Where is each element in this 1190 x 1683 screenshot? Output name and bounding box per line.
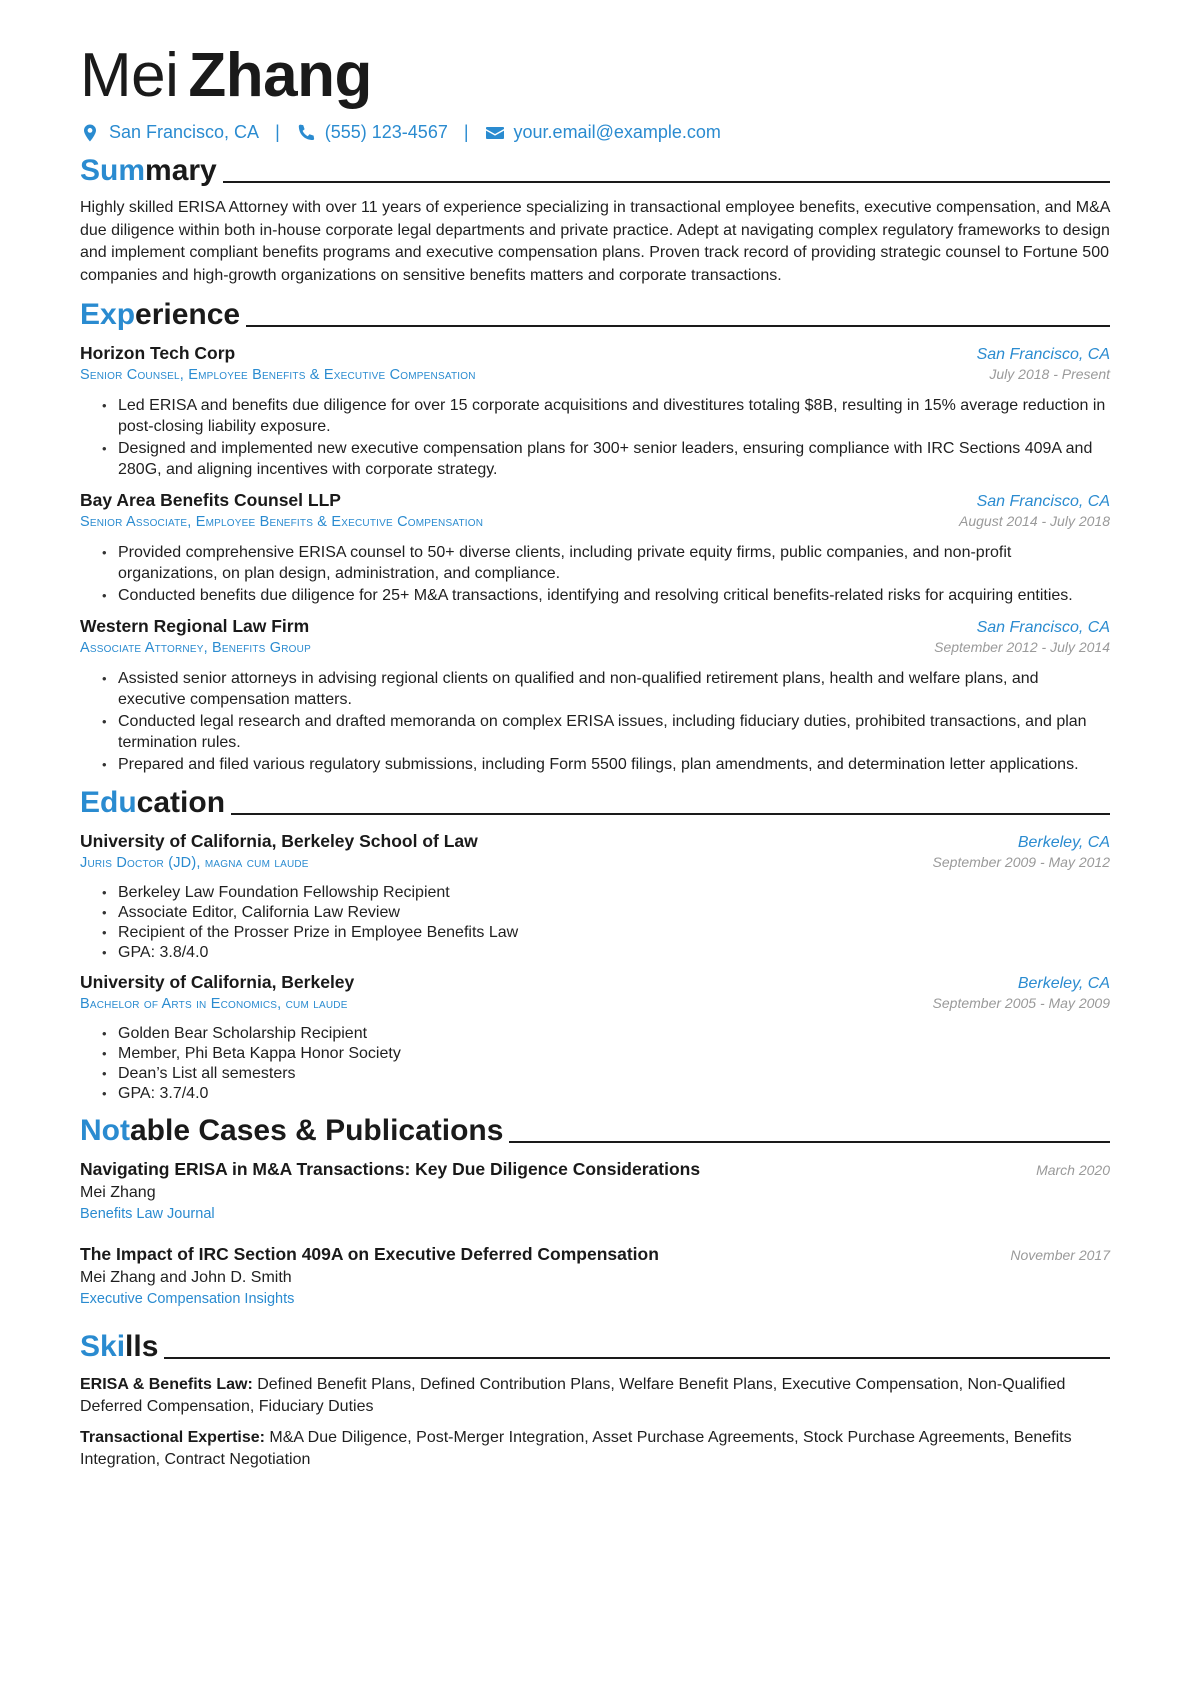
email-link[interactable]: your.email@example.com <box>513 122 721 142</box>
section-publications-title <box>80 1113 1110 1149</box>
bullet-item: • Golden Bear Scholarship Recipient <box>102 1024 1110 1043</box>
section-heading: Notable Cases & Publications <box>80 1114 504 1147</box>
entry-location: San Francisco, CA <box>976 346 1110 363</box>
entry-location: San Francisco, CA <box>976 493 1110 510</box>
last-name: Zhang <box>188 41 372 110</box>
map-marker-icon <box>80 123 100 143</box>
section-heading: Skills <box>80 1330 159 1363</box>
bullet-item: • Designed and implemented new executive compensation plans for 300+ senior leaders, ensuring compliance with IRC Sections 409A and 280G, and aligning incentives with corporate strategy. <box>102 438 1110 480</box>
contact-separator: | <box>275 122 280 142</box>
job-title: Senior Associate, Employee Benefits & Executive Compensation <box>80 514 484 530</box>
summary-text: Highly skilled ERISA Attorney with over 11 years of experience specializing in transactional employee benefits, executive compensation, and M&A due diligence within both in-house corporate legal departments and private practice. Adept at navigating complex regulatory frameworks to design and implement compliant benefits programs and executive compensation plans. Proven track record of providing strategic counsel to Fortune 500 companies and high-growth organizations on sensitive benefits matters and corporate transactions. <box>80 199 1110 284</box>
degree: Bachelor of Arts in Economics, cum laude <box>80 996 348 1012</box>
experience-entry <box>80 616 1110 775</box>
job-title: Senior Counsel, Employee Benefits & Executive Compensation <box>80 367 476 383</box>
experience-entry <box>80 343 1110 480</box>
contact-separator: | <box>463 122 469 142</box>
candidate-name <box>80 38 1110 114</box>
entry-location: San Francisco, CA <box>976 619 1110 636</box>
section-rule <box>164 1357 1110 1359</box>
bullet-item: • GPA: 3.7/4.0 <box>102 1084 1110 1103</box>
section-education-title <box>80 785 1110 821</box>
section-skills-title <box>80 1329 1110 1365</box>
bullet-item: • Assisted senior attorneys in advising regional clients on qualified and non-qualified retirement plans, health and welfare plans, and executive compensation matters. <box>102 668 1110 710</box>
bullet-list <box>80 668 1110 775</box>
education-entry <box>80 972 1110 1103</box>
section-rule <box>509 1141 1110 1143</box>
company-name: Bay Area Benefits Counsel LLP <box>80 490 341 510</box>
publication-date: March 2020 <box>1036 1162 1110 1178</box>
entry-location: Berkeley, CA <box>1017 975 1110 992</box>
skill-group <box>80 1374 1110 1418</box>
entry-dates: September 2005 - May 2009 <box>932 995 1110 1011</box>
bullet-list <box>80 1024 1110 1103</box>
bullet-item: • GPA: 3.8/4.0 <box>102 943 1110 962</box>
degree: Juris Doctor (JD), magna cum laude <box>80 855 309 871</box>
contact-bar <box>80 122 1110 143</box>
publication-entry <box>80 1159 1110 1222</box>
contact-email[interactable] <box>485 122 721 143</box>
envelope-icon <box>485 123 505 143</box>
bullet-item: • Associate Editor, California Law Review <box>102 903 1110 922</box>
section-rule <box>223 181 1110 183</box>
bullet-item: • Member, Phi Beta Kappa Honor Society <box>102 1044 1110 1063</box>
publication-title: The Impact of IRC Section 409A on Executive Deferred Compensation <box>80 1244 659 1264</box>
section-experience-title <box>80 297 1110 333</box>
skill-values: Defined Benefit Plans, Defined Contribution Plans, Welfare Benefit Plans, Executive Compensation, Non-Qualified Deferred Compensation, Fiduciary Duties <box>80 1376 1066 1415</box>
bullet-item: • Led ERISA and benefits due diligence for over 15 corporate acquisitions and divestitures totaling $8B, resulting in 15% average reduction in post-closing liability exposure. <box>102 395 1110 437</box>
phone-icon <box>296 123 316 143</box>
entry-dates: August 2014 - July 2018 <box>959 513 1110 529</box>
bullet-item: • Berkeley Law Foundation Fellowship Recipient <box>102 883 1110 902</box>
bullet-item: • Provided comprehensive ERISA counsel to 50+ diverse clients, including private equity firms, public companies, and non-profit organizations, on plan design, administration, and compliance. <box>102 542 1110 584</box>
bullet-item: • Conducted legal research and drafted memoranda on complex ERISA issues, including fiduciary duties, prohibited transactions, and plan termination rules. <box>102 711 1110 753</box>
school-name: University of California, Berkeley School of Law <box>80 831 478 851</box>
phone-text[interactable]: (555) 123-4567 <box>324 122 448 142</box>
bullet-list <box>80 395 1110 480</box>
section-summary-title <box>80 153 1110 189</box>
company-name: Western Regional Law Firm <box>80 616 310 636</box>
bullet-list <box>80 542 1110 606</box>
skill-label: Transactional Expertise: <box>80 1429 265 1446</box>
section-rule <box>246 325 1110 327</box>
education-entry <box>80 831 1110 962</box>
skill-label: ERISA & Benefits Law: <box>80 1376 253 1393</box>
publication-venue: Executive Compensation Insights <box>80 1291 295 1307</box>
publication-authors: Mei Zhang <box>80 1184 156 1201</box>
location-text: San Francisco, CA <box>109 122 260 142</box>
contact-location <box>80 122 259 143</box>
entry-dates: July 2018 - Present <box>989 366 1110 382</box>
experience-entry <box>80 490 1110 606</box>
contact-phone[interactable] <box>296 122 448 143</box>
bullet-item: • Recipient of the Prosser Prize in Employee Benefits Law <box>102 923 1110 942</box>
skill-values: M&A Due Diligence, Post-Merger Integration, Asset Purchase Agreements, Stock Purchase Agreements, Benefits Integration, Contract Negotiation <box>80 1429 1072 1468</box>
bullet-item: • Dean’s List all semesters <box>102 1064 1110 1083</box>
publication-title: Navigating ERISA in M&A Transactions: Key Due Diligence Considerations <box>80 1159 701 1179</box>
section-heading: Summary <box>80 154 217 187</box>
entry-dates: September 2012 - July 2014 <box>934 639 1110 655</box>
publication-date: November 2017 <box>1010 1247 1110 1263</box>
section-heading: Education <box>80 786 226 819</box>
school-name: University of California, Berkeley <box>80 972 355 992</box>
bullet-item: • Prepared and filed various regulatory submissions, including Form 5500 filings, plan amendments, and determination letter applications. <box>102 754 1110 775</box>
skill-group <box>80 1427 1110 1471</box>
section-rule <box>231 813 1110 815</box>
entry-location: Berkeley, CA <box>1017 834 1110 851</box>
section-heading: Experience <box>80 298 241 331</box>
bullet-list <box>80 883 1110 962</box>
publication-venue: Benefits Law Journal <box>80 1206 215 1222</box>
job-title: Associate Attorney, Benefits Group <box>80 640 311 656</box>
entry-dates: September 2009 - May 2012 <box>932 854 1110 870</box>
company-name: Horizon Tech Corp <box>80 343 236 363</box>
first-name: Mei <box>80 41 179 110</box>
publication-entry <box>80 1244 1110 1307</box>
publication-authors: Mei Zhang and John D. Smith <box>80 1269 292 1286</box>
bullet-item: • Conducted benefits due diligence for 25+ M&A transactions, identifying and resolving critical benefits-related risks for acquiring entities. <box>102 585 1110 606</box>
